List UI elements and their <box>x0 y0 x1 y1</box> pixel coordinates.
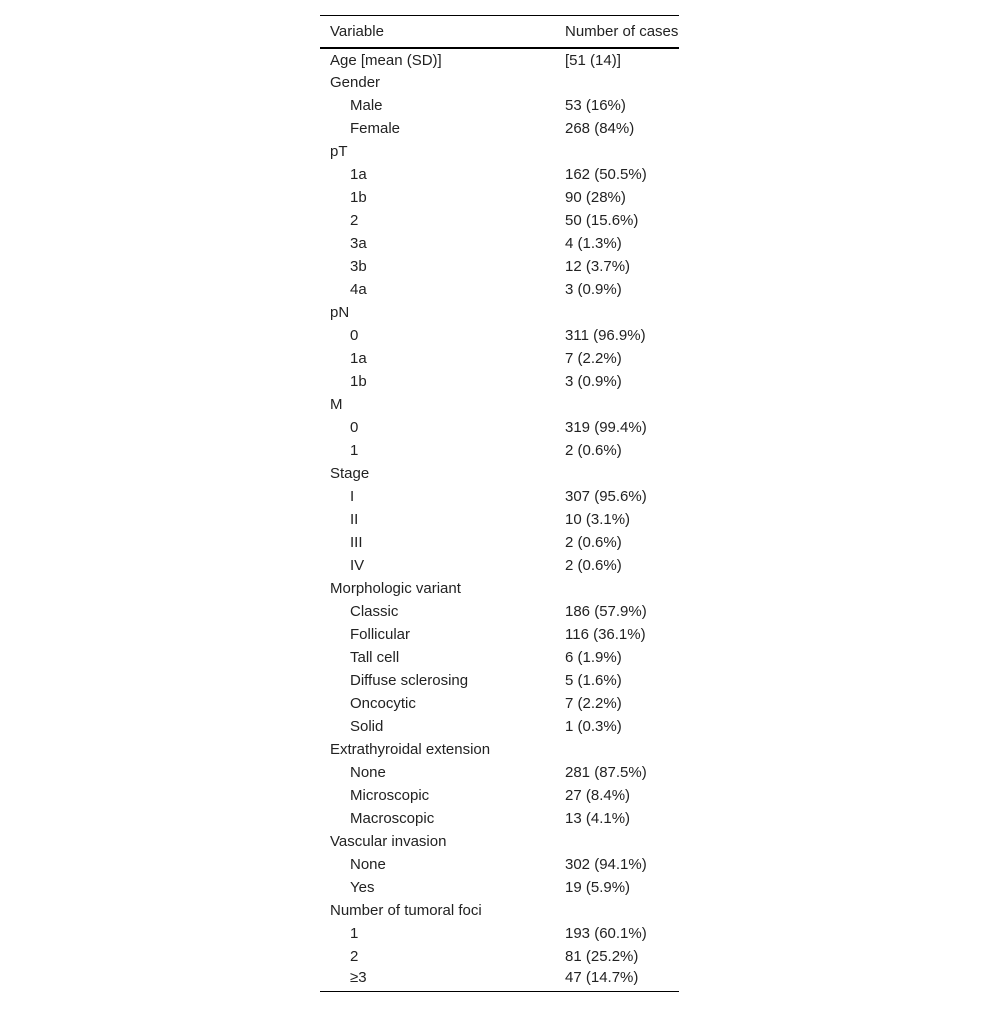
table-row <box>320 508 679 531</box>
table-row <box>320 232 679 255</box>
row-label: Female <box>350 120 401 137</box>
row-value: 2 (0.6%) <box>565 442 622 459</box>
row-label: Classic <box>350 603 399 620</box>
row-value: 81 (25.2%) <box>565 948 639 965</box>
row-label: 1a <box>350 166 367 183</box>
row-value <box>565 738 679 761</box>
row-label: Gender <box>330 74 381 91</box>
row-label: pT <box>330 143 348 160</box>
row-value: 2 (0.6%) <box>565 557 622 574</box>
table-row-group <box>320 393 679 416</box>
row-value: 268 (84%) <box>565 120 635 137</box>
table-row <box>320 416 679 439</box>
row-value: 116 (36.1%) <box>565 626 646 643</box>
header-number-of-cases: Number of cases <box>565 23 679 40</box>
table-row <box>320 255 679 278</box>
table-row-group <box>320 48 679 71</box>
table-row-group <box>320 71 679 94</box>
row-value <box>565 899 679 922</box>
row-value: 90 (28%) <box>565 189 626 206</box>
table-row <box>320 370 679 393</box>
row-value: 7 (2.2%) <box>565 695 622 712</box>
row-value: 10 (3.1%) <box>565 511 631 528</box>
row-label: 1b <box>350 373 367 390</box>
table-row-group <box>320 462 679 485</box>
row-label: 2 <box>350 212 359 229</box>
table-row <box>320 209 679 232</box>
row-label: Macroscopic <box>350 810 435 827</box>
table-row <box>320 646 679 669</box>
row-value: 5 (1.6%) <box>565 672 622 689</box>
row-value <box>565 393 679 416</box>
row-value: 1 (0.3%) <box>565 718 622 735</box>
row-label: 3a <box>350 235 367 252</box>
table-row <box>320 439 679 462</box>
row-value: 6 (1.9%) <box>565 649 622 666</box>
row-label: III <box>350 534 363 551</box>
row-label: 1 <box>350 925 359 942</box>
row-label: ≥3 <box>350 968 367 986</box>
row-value <box>565 301 679 324</box>
table-row <box>320 807 679 830</box>
row-label: Number of tumoral foci <box>330 902 482 919</box>
table-row <box>320 922 679 945</box>
row-label: 3b <box>350 258 367 275</box>
row-label: I <box>350 488 355 505</box>
row-value: 12 (3.7%) <box>565 258 631 275</box>
row-value <box>565 830 679 853</box>
row-label: 1 <box>350 442 359 459</box>
row-label: M <box>330 396 343 413</box>
row-value: 3 (0.9%) <box>565 281 622 298</box>
row-label: II <box>350 511 359 528</box>
row-value <box>565 577 679 600</box>
header-variable: Variable <box>330 23 384 40</box>
table-row <box>320 163 679 186</box>
row-label: Male <box>350 97 383 114</box>
row-label: 1a <box>350 350 367 367</box>
row-label: Morphologic variant <box>330 580 461 597</box>
table-row <box>320 278 679 301</box>
row-label: Vascular invasion <box>330 833 447 850</box>
table-row-group <box>320 899 679 922</box>
row-label: 0 <box>350 419 359 436</box>
row-label: 0 <box>350 327 359 344</box>
row-label: None <box>350 764 386 781</box>
table-row <box>320 600 679 623</box>
row-value: 281 (87.5%) <box>565 764 647 781</box>
row-value <box>565 71 679 94</box>
table-row <box>320 761 679 784</box>
table-row <box>320 968 679 991</box>
table-row <box>320 623 679 646</box>
row-label: 2 <box>350 948 359 965</box>
row-label: Extrathyroidal extension <box>330 741 491 758</box>
table-row <box>320 94 679 117</box>
row-value: 7 (2.2%) <box>565 350 622 367</box>
row-label: IV <box>350 557 365 574</box>
row-label: None <box>350 856 386 873</box>
row-label: Yes <box>350 879 375 896</box>
row-value: 193 (60.1%) <box>565 925 647 942</box>
table-body <box>320 48 679 991</box>
clinicopathological-table <box>320 15 679 992</box>
row-label: Oncocytic <box>350 695 416 712</box>
table-row <box>320 531 679 554</box>
table-row-group <box>320 577 679 600</box>
table-row-group <box>320 301 679 324</box>
row-value: [51 (14)] <box>565 52 621 69</box>
table-row <box>320 715 679 738</box>
row-value: 319 (99.4%) <box>565 419 647 436</box>
row-value: 53 (16%) <box>565 97 626 114</box>
row-value: 47 (14.7%) <box>565 968 639 986</box>
table-row <box>320 669 679 692</box>
row-label: Age [mean (SD)] <box>330 52 442 69</box>
row-value: 311 (96.9%) <box>565 327 646 344</box>
table-row <box>320 554 679 577</box>
row-label: pN <box>330 304 350 321</box>
row-label: Diffuse sclerosing <box>350 672 469 689</box>
table-row <box>320 876 679 899</box>
row-value: 2 (0.6%) <box>565 534 622 551</box>
row-value: 162 (50.5%) <box>565 166 647 183</box>
row-value: 302 (94.1%) <box>565 856 647 873</box>
table-row <box>320 324 679 347</box>
row-label: Microscopic <box>350 787 430 804</box>
row-label: 4a <box>350 281 367 298</box>
row-label: Follicular <box>350 626 411 643</box>
table-row-group <box>320 140 679 163</box>
data-table-container <box>320 15 679 992</box>
table-header <box>320 16 679 49</box>
row-label: 1b <box>350 189 367 206</box>
table-row <box>320 692 679 715</box>
row-label: Solid <box>350 718 384 735</box>
row-value: 3 (0.9%) <box>565 373 622 390</box>
row-value: 27 (8.4%) <box>565 787 631 804</box>
table-row <box>320 945 679 968</box>
row-label: Tall cell <box>350 649 400 666</box>
table-row <box>320 485 679 508</box>
row-value: 186 (57.9%) <box>565 603 647 620</box>
table-row <box>320 784 679 807</box>
row-value: 13 (4.1%) <box>565 810 631 827</box>
table-row-group <box>320 830 679 853</box>
row-label: Stage <box>330 465 370 482</box>
row-value: 307 (95.6%) <box>565 488 647 505</box>
row-value: 19 (5.9%) <box>565 879 631 896</box>
row-value: 4 (1.3%) <box>565 235 622 252</box>
table-row <box>320 186 679 209</box>
row-value <box>565 140 679 163</box>
table-row <box>320 853 679 876</box>
table-row-group <box>320 738 679 761</box>
row-value: 50 (15.6%) <box>565 212 639 229</box>
table-row <box>320 347 679 370</box>
table-row <box>320 117 679 140</box>
header-row <box>320 16 679 49</box>
row-value <box>565 462 679 485</box>
